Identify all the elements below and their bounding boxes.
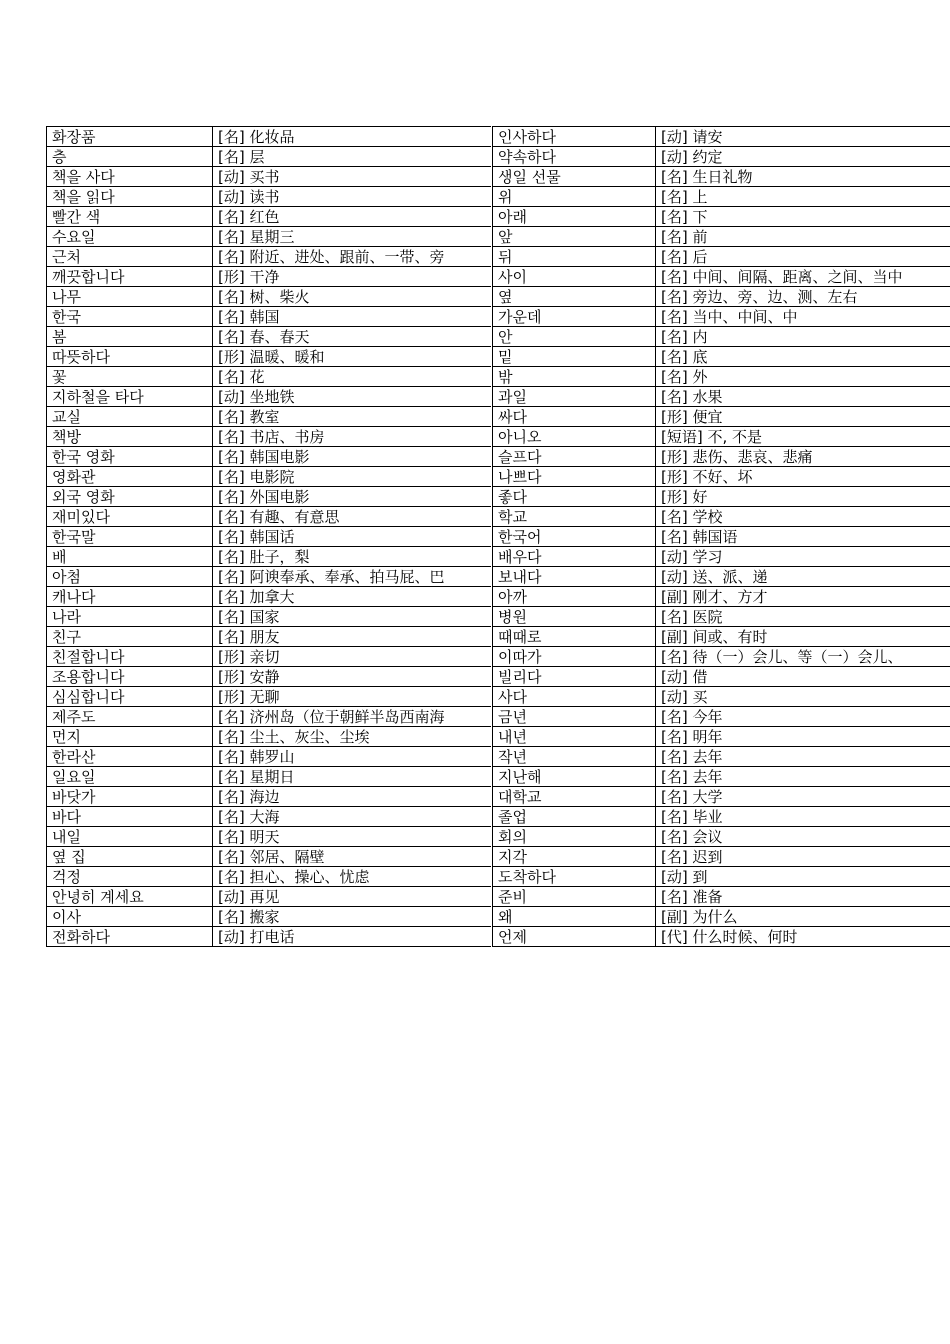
vocab-row (47, 747, 492, 767)
korean-term: 안 (493, 327, 656, 347)
vocab-row (47, 847, 492, 867)
korean-term: 배 (47, 547, 213, 567)
vocab-row (47, 887, 492, 907)
korean-term: 옆 (493, 287, 656, 307)
vocab-row (493, 227, 950, 247)
korean-term: 책을 읽다 (47, 187, 213, 207)
chinese-meaning: [名] 当中、中间、中 (656, 307, 950, 327)
vocab-row (493, 827, 950, 847)
vocab-row (47, 607, 492, 627)
chinese-meaning: [名] 会议 (656, 827, 950, 847)
korean-term: 지하철을 타다 (47, 387, 213, 407)
vocab-row (47, 127, 492, 147)
chinese-meaning: [名] 电影院 (213, 467, 492, 487)
vocab-row (493, 247, 950, 267)
korean-term: 전화하다 (47, 927, 213, 947)
korean-term: 지난해 (493, 767, 656, 787)
chinese-meaning: [动] 送、派、递 (656, 567, 950, 587)
korean-term: 안녕히 계세요 (47, 887, 213, 907)
chinese-meaning: [副] 刚才、方才 (656, 587, 950, 607)
chinese-meaning: [动] 买 (656, 687, 950, 707)
korean-term: 이따가 (493, 647, 656, 667)
korean-term: 바다 (47, 807, 213, 827)
korean-term: 위 (493, 187, 656, 207)
vocab-row (493, 787, 950, 807)
chinese-meaning: [名] 迟到 (656, 847, 950, 867)
chinese-meaning: [名] 国家 (213, 607, 492, 627)
chinese-meaning: [名] 韩国语 (656, 527, 950, 547)
korean-term: 도착하다 (493, 867, 656, 887)
korean-term: 나무 (47, 287, 213, 307)
vocab-row (493, 667, 950, 687)
chinese-meaning: [名] 大海 (213, 807, 492, 827)
chinese-meaning: [代] 什么时候、何时 (656, 927, 950, 947)
vocab-row (47, 387, 492, 407)
korean-term: 빨간 색 (47, 207, 213, 227)
korean-term: 좋다 (493, 487, 656, 507)
chinese-meaning: [动] 请安 (656, 127, 950, 147)
korean-term: 준비 (493, 887, 656, 907)
chinese-meaning: [形] 不好、坏 (656, 467, 950, 487)
korean-term: 병원 (493, 607, 656, 627)
chinese-meaning: [名] 肚子，梨 (213, 547, 492, 567)
chinese-meaning: [形] 亲切 (213, 647, 492, 667)
korean-term: 따뜻하다 (47, 347, 213, 367)
vocab-row (493, 647, 950, 667)
korean-term: 한국어 (493, 527, 656, 547)
korean-term: 생일 선물 (493, 167, 656, 187)
vocab-row (493, 467, 950, 487)
chinese-meaning: [名] 化妆品 (213, 127, 492, 147)
vocab-row (47, 427, 492, 447)
chinese-meaning: [名] 春、春天 (213, 327, 492, 347)
korean-term: 나쁘다 (493, 467, 656, 487)
korean-term: 배우다 (493, 547, 656, 567)
chinese-meaning: [名] 韩国话 (213, 527, 492, 547)
chinese-meaning: [动] 读书 (213, 187, 492, 207)
chinese-meaning: [形] 温暖、暖和 (213, 347, 492, 367)
chinese-meaning: [名] 明天 (213, 827, 492, 847)
chinese-meaning: [名] 内 (656, 327, 950, 347)
vocab-row (493, 487, 950, 507)
korean-term: 약속하다 (493, 147, 656, 167)
vocab-row (47, 247, 492, 267)
chinese-meaning: [名] 下 (656, 207, 950, 227)
korean-term: 싸다 (493, 407, 656, 427)
chinese-meaning: [副] 间或、有时 (656, 627, 950, 647)
chinese-meaning: [名] 外国电影 (213, 487, 492, 507)
vocab-row (47, 227, 492, 247)
chinese-meaning: [名] 外 (656, 367, 950, 387)
vocab-row (47, 367, 492, 387)
vocab-row (47, 907, 492, 927)
korean-term: 왜 (493, 907, 656, 927)
vocab-row (493, 567, 950, 587)
vocab-row (493, 867, 950, 887)
vocab-row (47, 587, 492, 607)
korean-term: 내일 (47, 827, 213, 847)
chinese-meaning: [名] 朋友 (213, 627, 492, 647)
korean-term: 금년 (493, 707, 656, 727)
chinese-meaning: [名] 红色 (213, 207, 492, 227)
vocab-row (47, 867, 492, 887)
korean-term: 꽃 (47, 367, 213, 387)
korean-term: 가운데 (493, 307, 656, 327)
chinese-meaning: [名] 韩罗山 (213, 747, 492, 767)
korean-term: 책을 사다 (47, 167, 213, 187)
korean-term: 깨끗합니다 (47, 267, 213, 287)
vocab-row (493, 767, 950, 787)
chinese-meaning: [形] 干净 (213, 267, 492, 287)
korean-term: 사다 (493, 687, 656, 707)
chinese-meaning: [名] 前 (656, 227, 950, 247)
chinese-meaning: [名] 水果 (656, 387, 950, 407)
chinese-meaning: [名] 底 (656, 347, 950, 367)
korean-term: 봄 (47, 327, 213, 347)
chinese-meaning: [名] 生日礼物 (656, 167, 950, 187)
korean-term: 층 (47, 147, 213, 167)
chinese-meaning: [动] 约定 (656, 147, 950, 167)
chinese-meaning: [名] 明年 (656, 727, 950, 747)
korean-term: 근처 (47, 247, 213, 267)
chinese-meaning: [名] 层 (213, 147, 492, 167)
vocabulary-table-right (492, 126, 950, 947)
korean-term: 한국 (47, 307, 213, 327)
vocab-row (47, 727, 492, 747)
chinese-meaning: [名] 花 (213, 367, 492, 387)
chinese-meaning: [名] 星期日 (213, 767, 492, 787)
vocab-row (493, 447, 950, 467)
chinese-meaning: [动] 买书 (213, 167, 492, 187)
vocab-row (47, 347, 492, 367)
chinese-meaning: [动] 坐地铁 (213, 387, 492, 407)
korean-term: 나라 (47, 607, 213, 627)
vocab-row (493, 727, 950, 747)
korean-term: 친절합니다 (47, 647, 213, 667)
korean-term: 빌리다 (493, 667, 656, 687)
chinese-meaning: [名] 树、柴火 (213, 287, 492, 307)
chinese-meaning: [短语] 不, 不是 (656, 427, 950, 447)
chinese-meaning: [名] 学校 (656, 507, 950, 527)
vocab-row (47, 207, 492, 227)
vocab-row (493, 607, 950, 627)
chinese-meaning: [名] 教室 (213, 407, 492, 427)
chinese-meaning: [名] 韩国 (213, 307, 492, 327)
korean-term: 재미있다 (47, 507, 213, 527)
chinese-meaning: [动] 再见 (213, 887, 492, 907)
chinese-meaning: [名] 书店、书房 (213, 427, 492, 447)
korean-term: 졸업 (493, 807, 656, 827)
korean-term: 사이 (493, 267, 656, 287)
vocab-row (493, 407, 950, 427)
vocab-row (493, 527, 950, 547)
vocab-row (493, 127, 950, 147)
korean-term: 때때로 (493, 627, 656, 647)
vocab-row (493, 887, 950, 907)
chinese-meaning: [名] 尘土、灰尘、尘埃 (213, 727, 492, 747)
vocab-row (47, 827, 492, 847)
chinese-meaning: [名] 去年 (656, 747, 950, 767)
vocab-row (47, 407, 492, 427)
vocab-row (493, 627, 950, 647)
chinese-meaning: [形] 悲伤、悲哀、悲痛 (656, 447, 950, 467)
vocab-row (493, 547, 950, 567)
vocab-row (493, 687, 950, 707)
korean-term: 아첨 (47, 567, 213, 587)
chinese-meaning: [名] 上 (656, 187, 950, 207)
vocab-row (47, 667, 492, 687)
korean-term: 심심합니다 (47, 687, 213, 707)
chinese-meaning: [名] 大学 (656, 787, 950, 807)
vocab-row (493, 927, 950, 947)
korean-term: 지각 (493, 847, 656, 867)
korean-term: 작년 (493, 747, 656, 767)
vocabulary-table-left (46, 126, 491, 947)
vocab-row (493, 587, 950, 607)
vocab-row (47, 287, 492, 307)
chinese-meaning: [名] 旁边、旁、边、测、左右 (656, 287, 950, 307)
korean-term: 교실 (47, 407, 213, 427)
chinese-meaning: [名] 去年 (656, 767, 950, 787)
vocab-row (493, 707, 950, 727)
chinese-meaning: [名] 待（一）会儿、等（一）会儿、 (656, 647, 950, 667)
chinese-meaning: [名] 邻居、隔壁 (213, 847, 492, 867)
korean-term: 밖 (493, 367, 656, 387)
korean-term: 내년 (493, 727, 656, 747)
korean-term: 캐나다 (47, 587, 213, 607)
vocab-row (493, 907, 950, 927)
chinese-meaning: [名] 韩国电影 (213, 447, 492, 467)
vocab-row (47, 627, 492, 647)
vocab-row (47, 687, 492, 707)
korean-term: 바닷가 (47, 787, 213, 807)
korean-term: 화장품 (47, 127, 213, 147)
korean-term: 이사 (47, 907, 213, 927)
korean-term: 걱정 (47, 867, 213, 887)
vocab-row (493, 747, 950, 767)
vocab-row (47, 547, 492, 567)
korean-term: 앞 (493, 227, 656, 247)
korean-term: 아까 (493, 587, 656, 607)
vocab-row (47, 307, 492, 327)
korean-term: 아니오 (493, 427, 656, 447)
vocab-row (47, 187, 492, 207)
vocab-row (493, 847, 950, 867)
vocab-row (493, 427, 950, 447)
korean-term: 학교 (493, 507, 656, 527)
chinese-meaning: [名] 后 (656, 247, 950, 267)
chinese-meaning: [动] 到 (656, 867, 950, 887)
korean-term: 밑 (493, 347, 656, 367)
vocab-row (47, 767, 492, 787)
vocab-row (47, 327, 492, 347)
vocab-row (493, 327, 950, 347)
korean-term: 인사하다 (493, 127, 656, 147)
chinese-meaning: [名] 有趣、有意思 (213, 507, 492, 527)
vocab-row (47, 167, 492, 187)
vocab-row (47, 447, 492, 467)
vocab-row (493, 367, 950, 387)
vocab-row (493, 807, 950, 827)
korean-term: 아래 (493, 207, 656, 227)
vocab-row (47, 467, 492, 487)
vocab-row (493, 167, 950, 187)
vocab-row (47, 487, 492, 507)
vocab-row (47, 807, 492, 827)
vocab-row (493, 287, 950, 307)
chinese-meaning: [形] 安静 (213, 667, 492, 687)
vocab-row (493, 207, 950, 227)
vocab-row (47, 787, 492, 807)
vocab-row (493, 387, 950, 407)
korean-term: 영화관 (47, 467, 213, 487)
korean-term: 과일 (493, 387, 656, 407)
vocab-row (47, 567, 492, 587)
vocab-row (493, 307, 950, 327)
chinese-meaning: [名] 担心、操心、忧虑 (213, 867, 492, 887)
vocab-row (47, 707, 492, 727)
korean-term: 대학교 (493, 787, 656, 807)
chinese-meaning: [形] 便宜 (656, 407, 950, 427)
chinese-meaning: [名] 今年 (656, 707, 950, 727)
chinese-meaning: [名] 阿谀奉承、奉承、拍马屁、巴 (213, 567, 492, 587)
vocab-row (47, 507, 492, 527)
korean-term: 한국 영화 (47, 447, 213, 467)
korean-term: 한라산 (47, 747, 213, 767)
korean-term: 뒤 (493, 247, 656, 267)
chinese-meaning: [形] 无聊 (213, 687, 492, 707)
korean-term: 슬프다 (493, 447, 656, 467)
vocab-row (47, 147, 492, 167)
vocab-row (493, 347, 950, 367)
chinese-meaning: [名] 附近、进处、跟前、一带、旁 (213, 247, 492, 267)
chinese-meaning: [形] 好 (656, 487, 950, 507)
vocab-row (493, 147, 950, 167)
chinese-meaning: [名] 准备 (656, 887, 950, 907)
chinese-meaning: [副] 为什么 (656, 907, 950, 927)
korean-term: 책방 (47, 427, 213, 447)
chinese-meaning: [名] 中间、间隔、距离、之间、当中 (656, 267, 950, 287)
korean-term: 옆 집 (47, 847, 213, 867)
chinese-meaning: [名] 搬家 (213, 907, 492, 927)
korean-term: 회의 (493, 827, 656, 847)
chinese-meaning: [名] 星期三 (213, 227, 492, 247)
korean-term: 한국말 (47, 527, 213, 547)
korean-term: 먼지 (47, 727, 213, 747)
chinese-meaning: [名] 济州岛（位于朝鲜半岛西南海 (213, 707, 492, 727)
korean-term: 보내다 (493, 567, 656, 587)
korean-term: 제주도 (47, 707, 213, 727)
chinese-meaning: [名] 毕业 (656, 807, 950, 827)
korean-term: 외국 영화 (47, 487, 213, 507)
vocab-row (493, 187, 950, 207)
korean-term: 수요일 (47, 227, 213, 247)
vocab-row (47, 267, 492, 287)
vocab-row (47, 927, 492, 947)
chinese-meaning: [动] 借 (656, 667, 950, 687)
vocab-row (47, 647, 492, 667)
korean-term: 일요일 (47, 767, 213, 787)
vocab-row (493, 507, 950, 527)
chinese-meaning: [名] 医院 (656, 607, 950, 627)
korean-term: 친구 (47, 627, 213, 647)
chinese-meaning: [名] 加拿大 (213, 587, 492, 607)
korean-term: 언제 (493, 927, 656, 947)
chinese-meaning: [动] 学习 (656, 547, 950, 567)
korean-term: 조용합니다 (47, 667, 213, 687)
chinese-meaning: [名] 海边 (213, 787, 492, 807)
vocab-row (47, 527, 492, 547)
chinese-meaning: [动] 打电话 (213, 927, 492, 947)
vocab-row (493, 267, 950, 287)
